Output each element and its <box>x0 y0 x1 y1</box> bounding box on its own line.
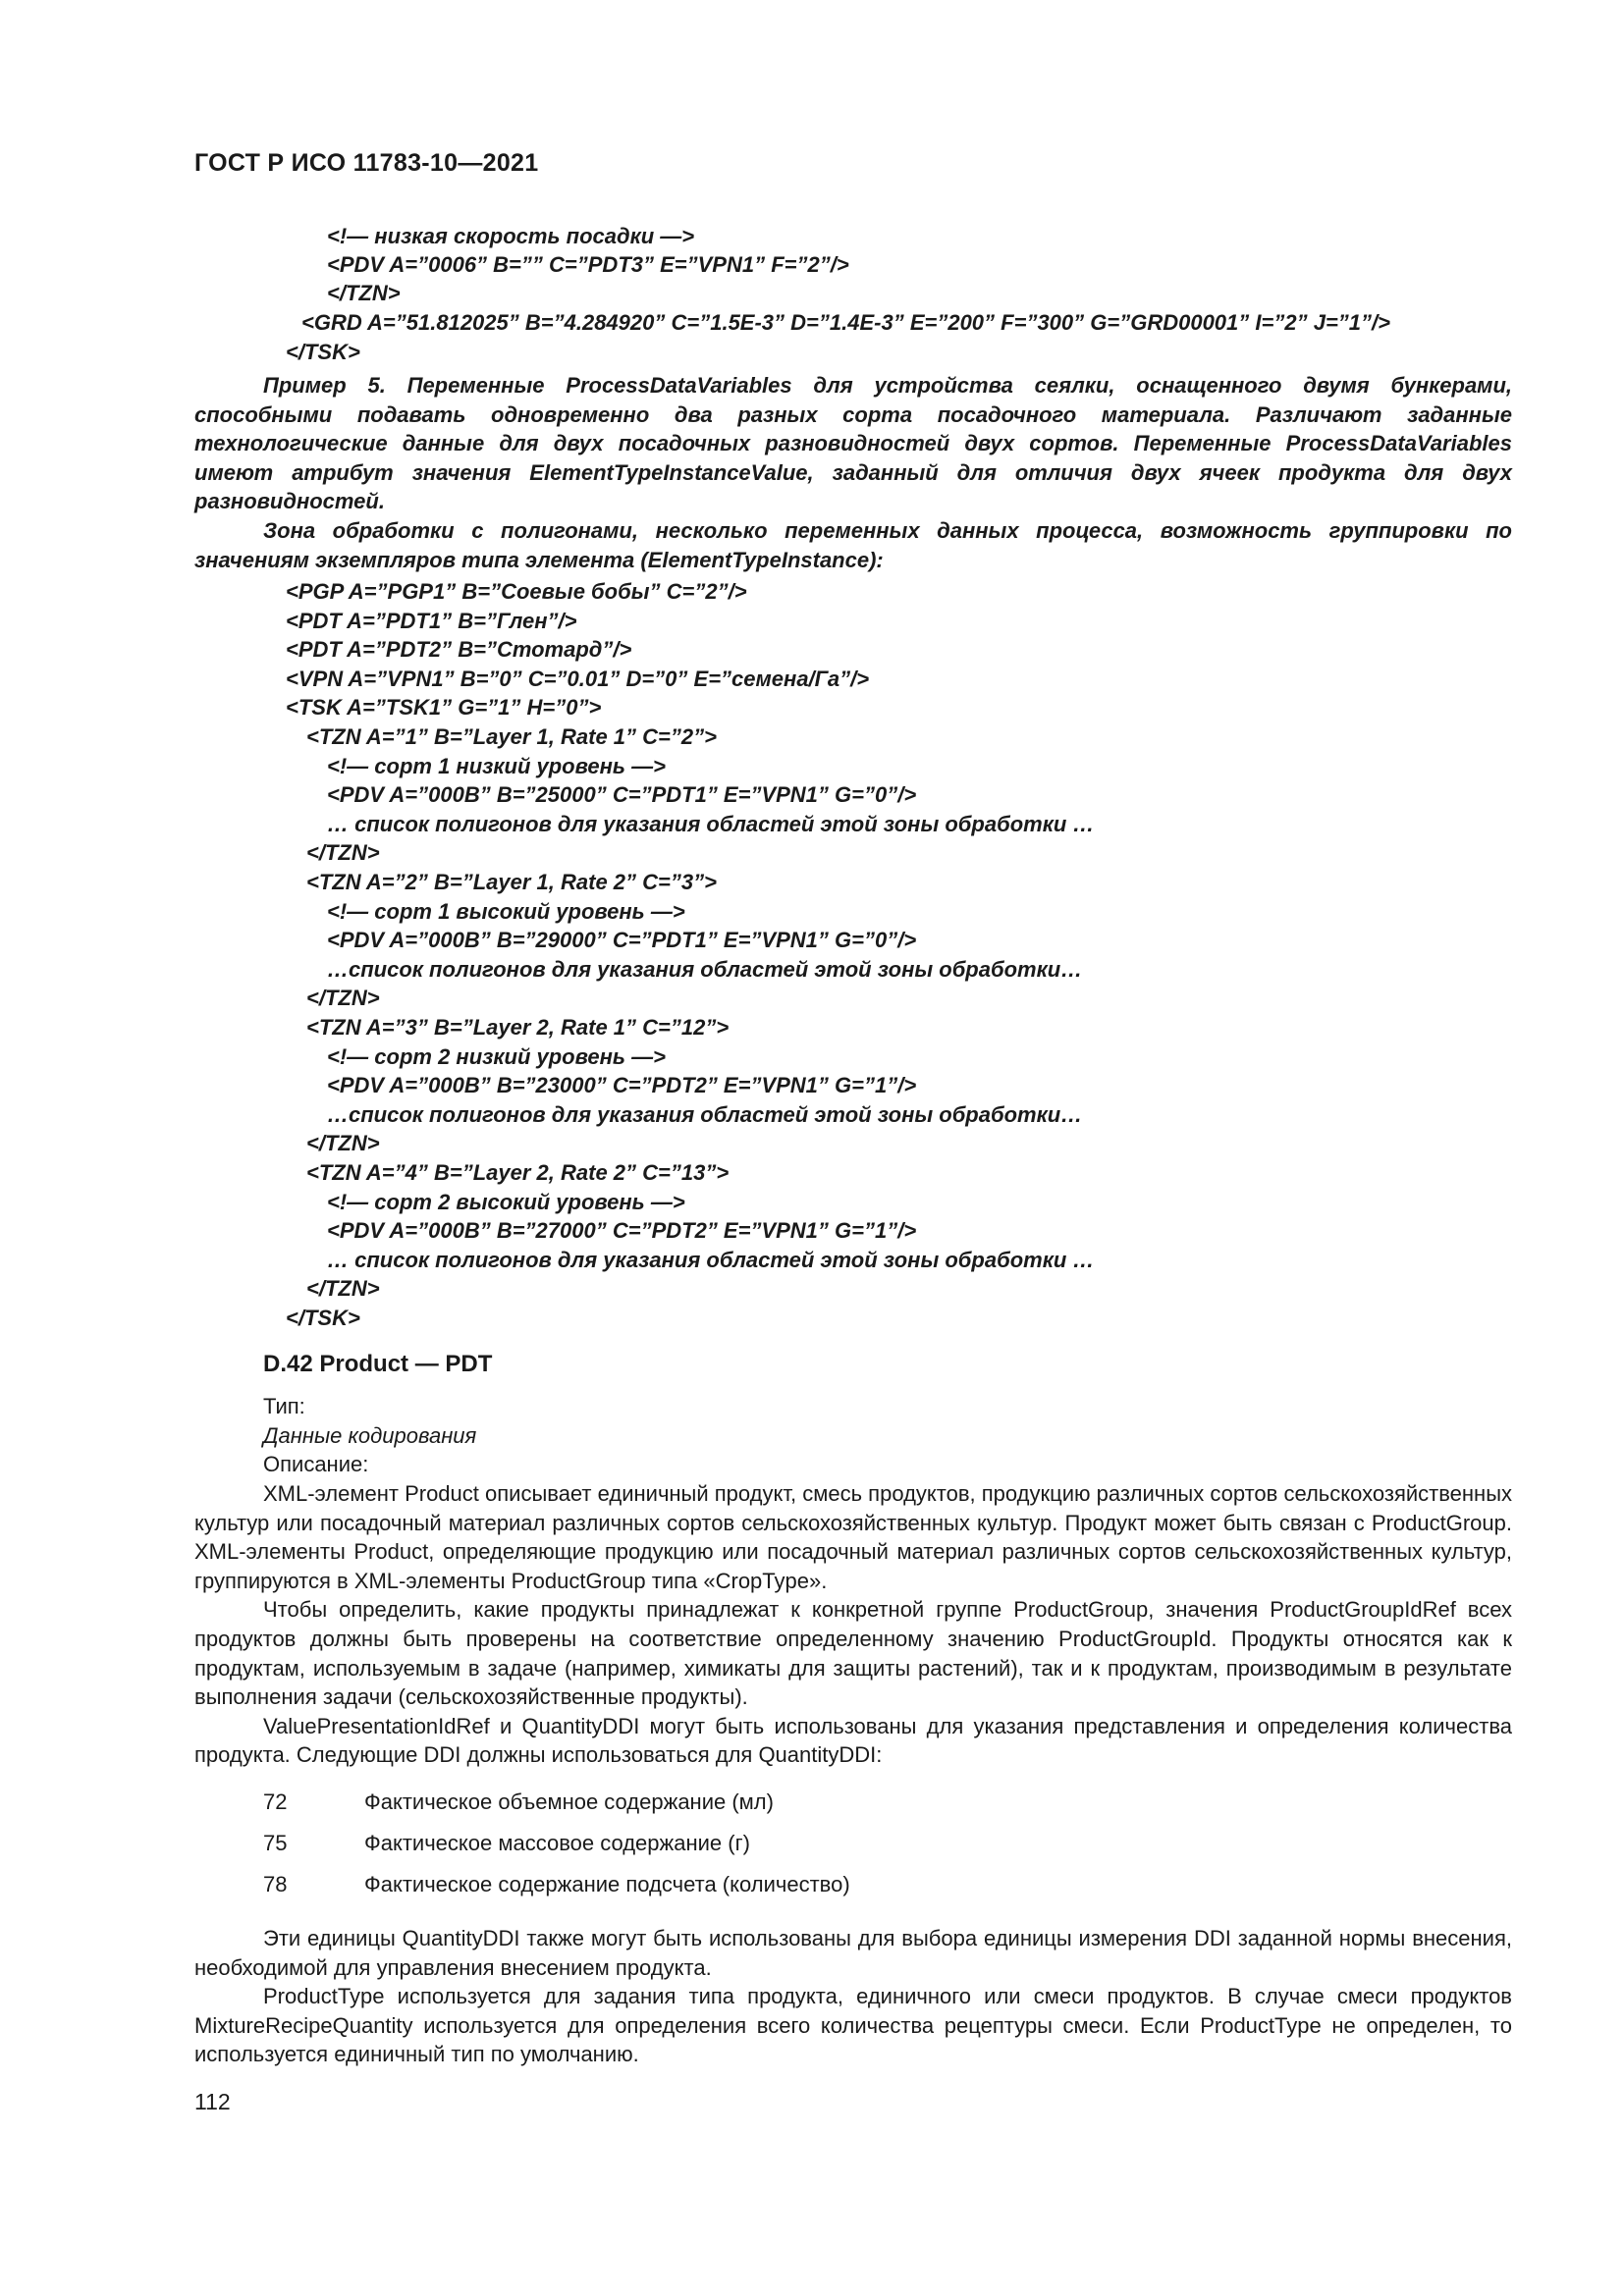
description-paragraph-5: ProductType используется для задания типа продукта, единичного или смеси продуктов. В случае смеси продуктов MixtureRecipeQuantity используется для определения всего количества рецептуры смеси. Если ProductType не определен, то используется единичный тип по умолчанию. <box>194 1984 1512 2067</box>
code-line: <TZN A=”3” B=”Layer 2, Rate 1” C=”12”> <box>306 1015 730 1040</box>
code-line: </TZN> <box>306 1276 380 1302</box>
code-line: <GRD A=”51.812025” B=”4.284920” C=”1.5E-3” D=”1.4E-3” E=”200” F=”300” G=”GRD00001” I=”2” J=”1”/> <box>301 310 1390 335</box>
code-line: <PDT A=”PDT2” B=”Стотард”/> <box>286 637 632 663</box>
code-line: <PDV A=”0006” B=”” C=”PDT3” E=”VPN1” F=”2”/> <box>327 252 849 277</box>
page-header: ГОСТ Р ИСО 11783-10—2021 <box>194 149 539 177</box>
example-text-1: Пример 5. Переменные ProcessDataVariables для устройства сеялки, оснащенного двумя бункерами, способными подавать одновременно два разных сорта посадочного материала. Различают заданные технологические данные для двух посадочных разновидностей двух сортов. Переменные ProcessDataVariables имеют атрибут значения ElementTypeInstanceValue, заданный для отличия двух ячеек продукта для двух разновидностей. <box>194 373 1512 514</box>
code-line: <!— сорт 2 низкий уровень —> <box>327 1043 666 1069</box>
ddi-description: Фактическое содержание подсчета (количество) <box>364 1872 850 1896</box>
example-paragraph <box>194 371 1512 574</box>
code-line: … список полигонов для указания областей этой зоны обработки … <box>327 1247 1095 1272</box>
code-line: …список полигонов для указания областей этой зоны обработки… <box>327 1101 1083 1127</box>
code-line: <TSK A=”TSK1” G=”1” H=”0”> <box>286 695 602 721</box>
type-value: Данные кодирования <box>263 1423 477 1448</box>
code-line: <VPN A=”VPN1” B=”0” C=”0.01” D=”0” E=”семена/Га”/> <box>286 666 870 691</box>
ddi-code: 75 <box>263 1831 288 1855</box>
type-label: Тип: <box>263 1394 305 1418</box>
code-line: </TZN> <box>327 281 401 305</box>
description-paragraph-2: Чтобы определить, какие продукты принадлежат к конкретной группе ProductGroup, значения ProductGroupIdRef всех продуктов должны быть проверены на соответствие определенному значению ProductGroupId. Продукты относятся как к продуктам, используемым в задаче (например, химикаты для защиты растений), так и к продуктам, производимым в результате выполнения задачи (сельскохозяйственные продукты). <box>194 1597 1512 1710</box>
code-line: <!— низкая скорость посадки —> <box>327 224 695 248</box>
description-label: Описание: <box>263 1452 369 1476</box>
code-line: <PDV A=”000B” B=”25000” C=”PDT1” E=”VPN1” G=”0”/> <box>327 782 917 808</box>
description-paragraph-4: Эти единицы QuantityDDI также могут быть использованы для выбора единицы измерения DDI заданной нормы внесения, необходимой для управления внесением продукта. <box>194 1926 1512 1980</box>
example-text-2: Зона обработки с полигонами, несколько переменных данных процесса, возможность группировки по значениям экземпляров типа элемента (ElementTypeInstance): <box>194 517 1512 572</box>
code-line: <!— сорт 1 низкий уровень —> <box>327 753 666 778</box>
code-line: … список полигонов для указания областей этой зоны обработки … <box>327 811 1095 836</box>
code-line: </TZN> <box>306 986 380 1011</box>
ddi-description: Фактическое объемное содержание (мл) <box>364 1789 774 1814</box>
code-line: <PDV A=”000B” B=”23000” C=”PDT2” E=”VPN1” G=”1”/> <box>327 1073 917 1098</box>
ddi-code: 78 <box>263 1872 288 1896</box>
code-line: <PDT A=”PDT1” B=”Глен”/> <box>286 608 577 633</box>
code-line: <TZN A=”2” B=”Layer 1, Rate 2” C=”3”> <box>306 870 717 894</box>
page-number: 112 <box>194 2089 231 2114</box>
code-line: </TZN> <box>306 840 380 866</box>
code-line: <PDV A=”000B” B=”27000” C=”PDT2” E=”VPN1” G=”1”/> <box>327 1218 917 1244</box>
ddi-code: 72 <box>263 1789 288 1814</box>
code-line: <TZN A=”1” B=”Layer 1, Rate 1” C=”2”> <box>306 724 717 749</box>
description-paragraph-1: XML-элемент Product описывает единичный продукт, смесь продуктов, продукцию различных сортов сельскохозяйственных культур или посадочный материал различных сортов сельскохозяйственных культур. Продукт может быть связан с ProductGroup. XML-элементы Product, определяющие продукцию или посадочный материал различных сортов сельскохозяйственных культур, группируются в XML-элементы ProductGroup типа «CropType». <box>194 1481 1513 1593</box>
code-line: <PDV A=”000B” B=”29000” C=”PDT1” E=”VPN1” G=”0”/> <box>327 928 917 953</box>
closing-body <box>194 1924 1512 2069</box>
code-line: <PGP A=”PGP1” B=”Соевые бобы” C=”2”/> <box>286 579 747 604</box>
description-paragraph-3: ValuePresentationIdRef и QuantityDDI могут быть использованы для указания представления и определения количества продукта. Следующие DDI должны использоваться для QuantityDDI: <box>194 1713 1512 1768</box>
code-line: </TSK> <box>286 340 360 364</box>
code-line: <!— сорт 2 высокий уровень —> <box>327 1189 685 1214</box>
description-body <box>194 1479 1512 1770</box>
code-line: </TZN> <box>306 1131 380 1156</box>
code-line: <TZN A=”4” B=”Layer 2, Rate 2” C=”13”> <box>306 1160 730 1185</box>
code-line: </TSK> <box>286 1306 360 1330</box>
code-line: …список полигонов для указания областей этой зоны обработки… <box>327 956 1083 982</box>
section-title: D.42 Product — PDT <box>263 1351 493 1377</box>
ddi-description: Фактическое массовое содержание (г) <box>364 1831 750 1855</box>
code-line: <!— сорт 1 высокий уровень —> <box>327 898 685 924</box>
